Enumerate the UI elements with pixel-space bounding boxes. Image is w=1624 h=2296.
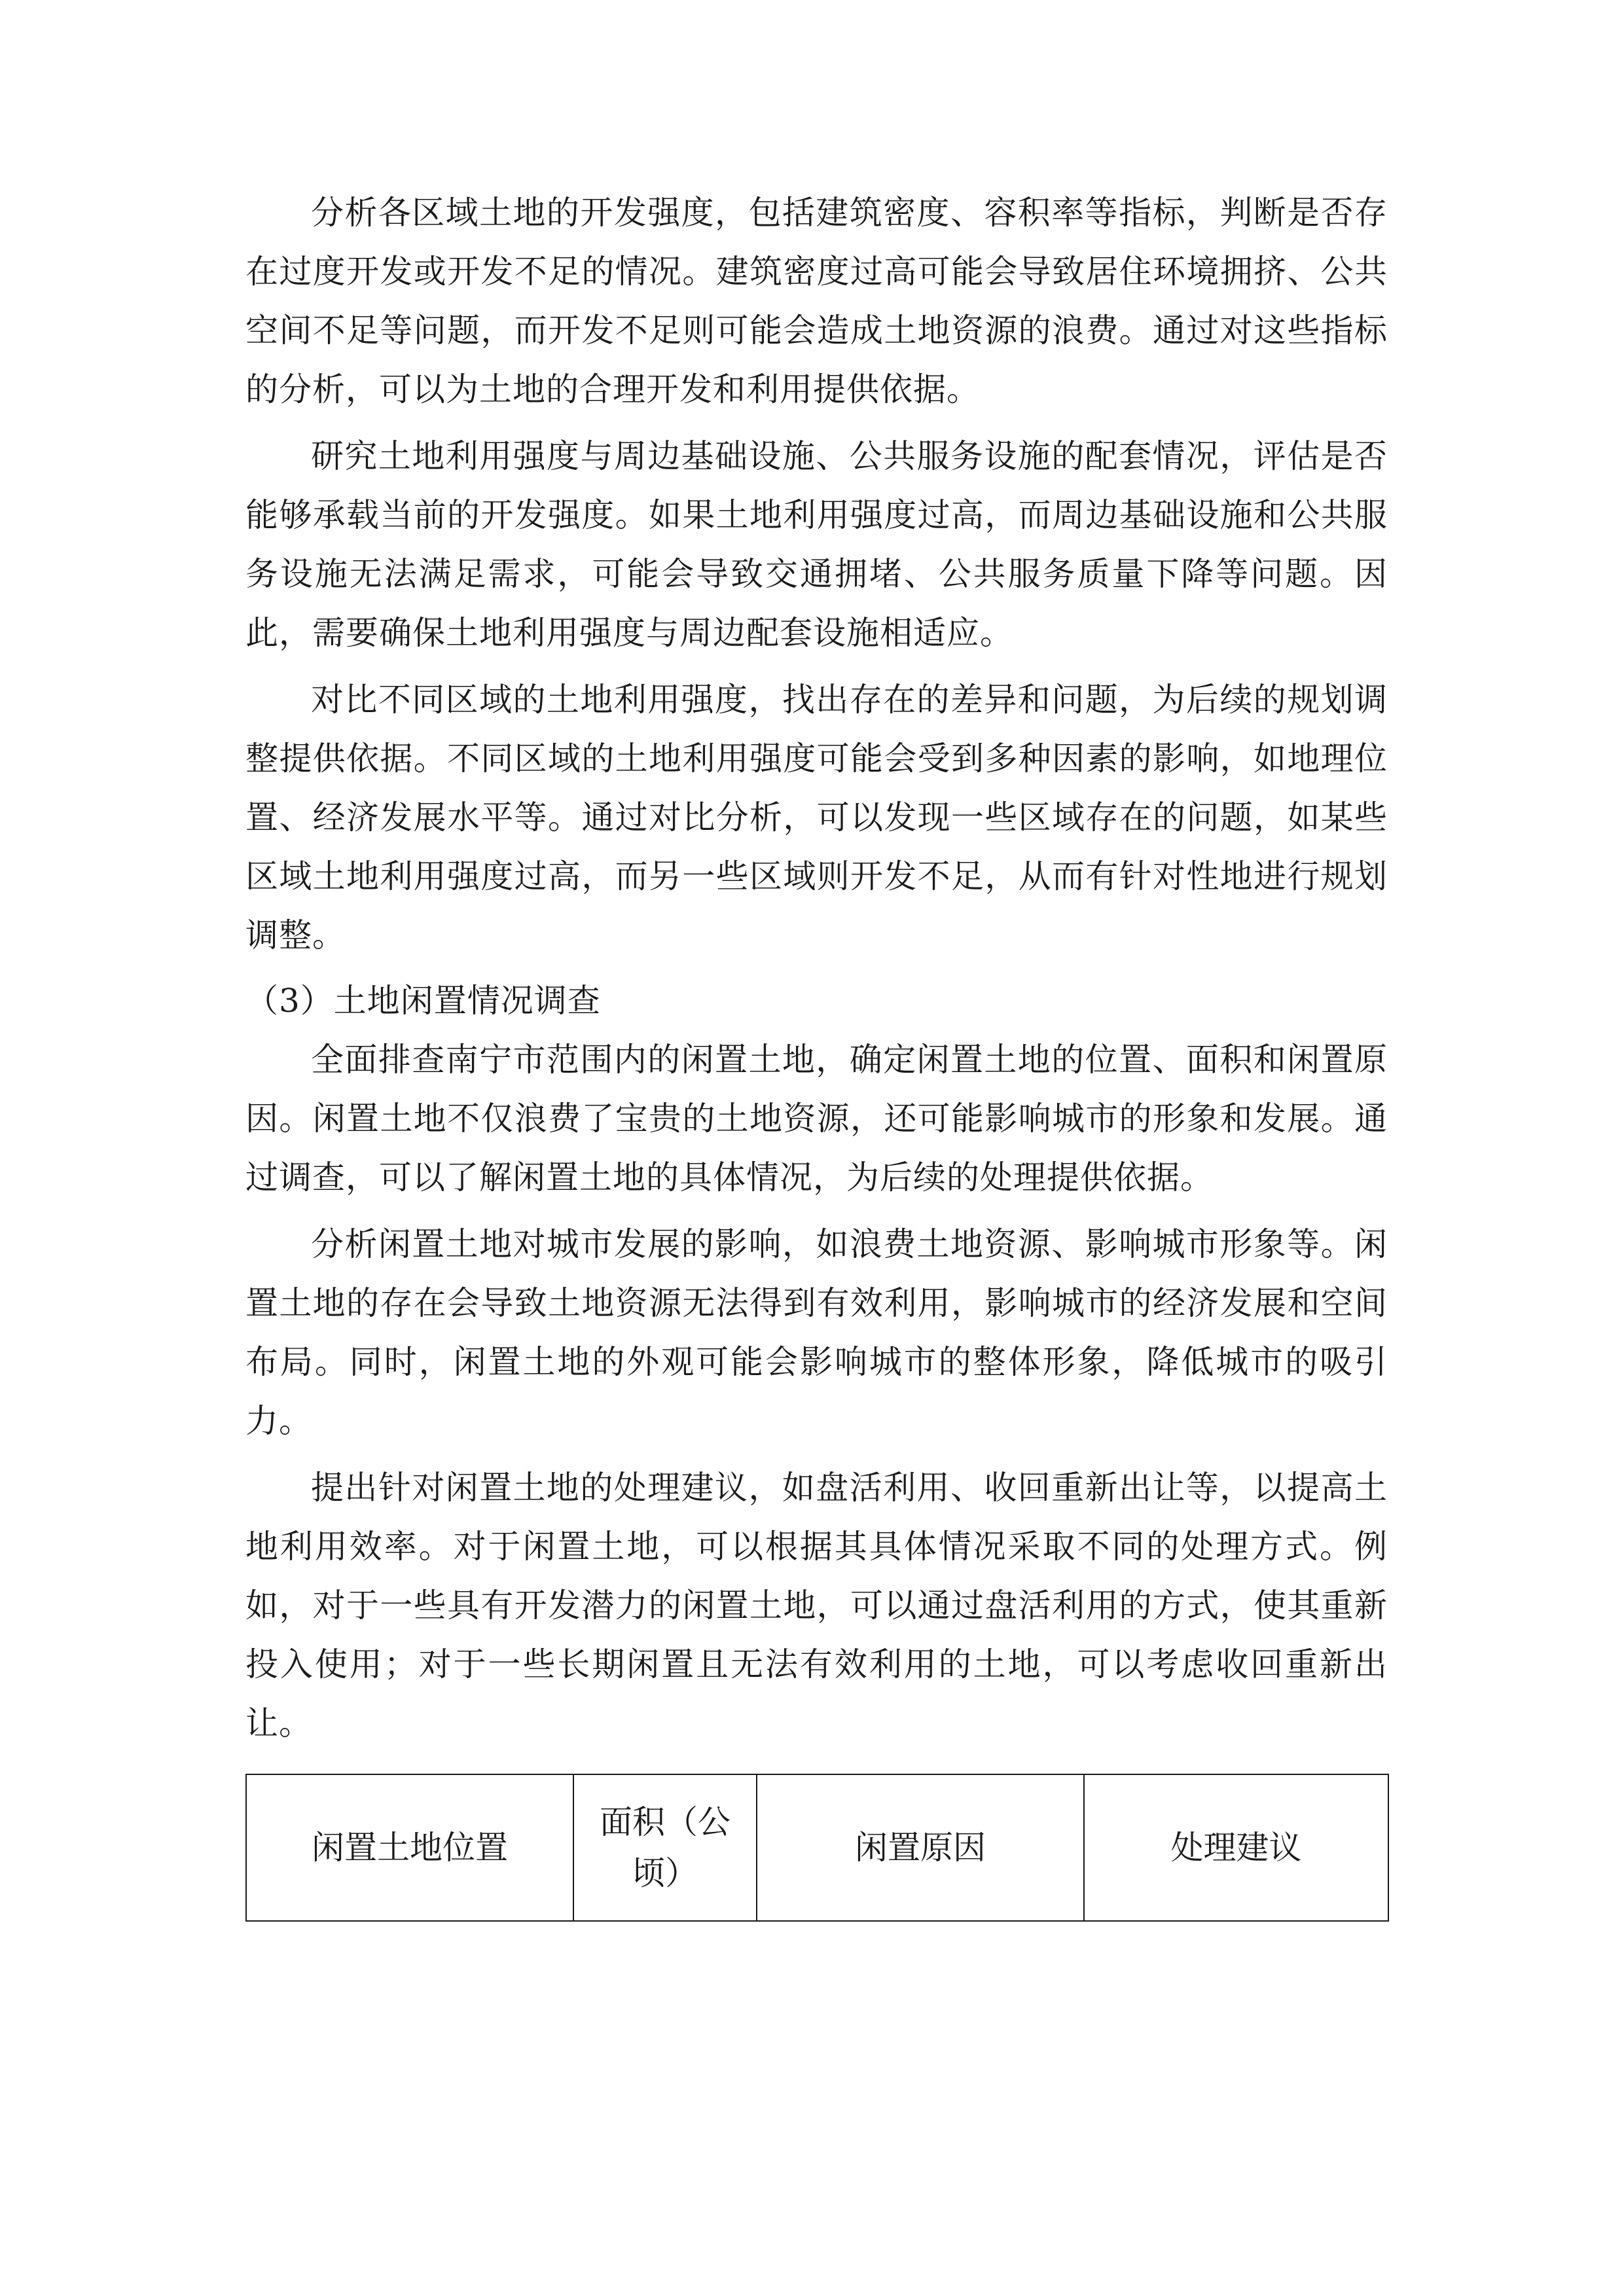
paragraph-idle-land-impact: 分析闲置土地对城市发展的影响，如浪费土地资源、影响城市形象等。闲置土地的存在会导致土地资源无法得到有效利用，影响城市的经济发展和空间布局。同时，闲置土地的外观可能会影响城市的整体形象，降低城市的吸引力。: [245, 1225, 1388, 1440]
header-location: 闲置土地位置: [246, 1774, 573, 1921]
paragraph-regional-comparison: 对比不同区域的土地利用强度，找出存在的差异和问题，为后续的规划调整提供依据。不同区域的土地利用强度可能会受到多种因素的影响，如地理位置、经济发展水平等。通过对比分析，可以发现一些区域存在的问题，如某些区域土地利用强度过高，而另一些区域则开发不足，从而有针对性地进行规划调整。: [245, 681, 1388, 954]
paragraph-infrastructure-capacity: 研究土地利用强度与周边基础设施、公共服务设施的配套情况，评估是否能够承载当前的开发强度。如果土地利用强度过高，而周边基础设施和公共服务设施无法满足需求，可能会导致交通拥堵、公共服务质量下降等问题。因此，需要确保土地利用强度与周边配套设施相适应。: [245, 437, 1388, 652]
header-area: 面积（公顷）: [573, 1774, 757, 1921]
paragraph-idle-land-suggestions: 提出针对闲置土地的处理建议，如盘活利用、收回重新出让等，以提高土地利用效率。对于闲置土地，可以根据其具体情况采取不同的处理方式。例如，对于一些具有开发潜力的闲置土地，可以通过盘活利用的方式，使其重新投入使用；对于一些长期闲置且无法有效利用的土地，可以考虑收回重新出让。: [245, 1469, 1388, 1742]
table-header-row: [246, 1774, 1388, 1921]
header-reason: 闲置原因: [757, 1774, 1084, 1921]
paragraph-development-intensity: 分析各区域土地的开发强度，包括建筑密度、容积率等指标，判断是否存在过度开发或开发不足的情况。建筑密度过高可能会导致居住环境拥挤、公共空间不足等问题，而开发不足则可能会造成土地资源的浪费。通过对这些指标的分析，可以为土地的合理开发和利用提供依据。: [245, 194, 1388, 408]
paragraph-idle-land-survey: 全面排查南宁市范围内的闲置土地，确定闲置土地的位置、面积和闲置原因。闲置土地不仅浪费了宝贵的土地资源，还可能影响城市的形象和发展。通过调查，可以了解闲置土地的具体情况，为后续的处理提供依据。: [245, 1041, 1388, 1196]
document-page: [245, 183, 1388, 1922]
header-suggestion: 处理建议: [1084, 1774, 1388, 1921]
section-heading-idle-land: （3）土地闲置情况调查: [245, 982, 601, 1020]
idle-land-table: [245, 1774, 1389, 1922]
